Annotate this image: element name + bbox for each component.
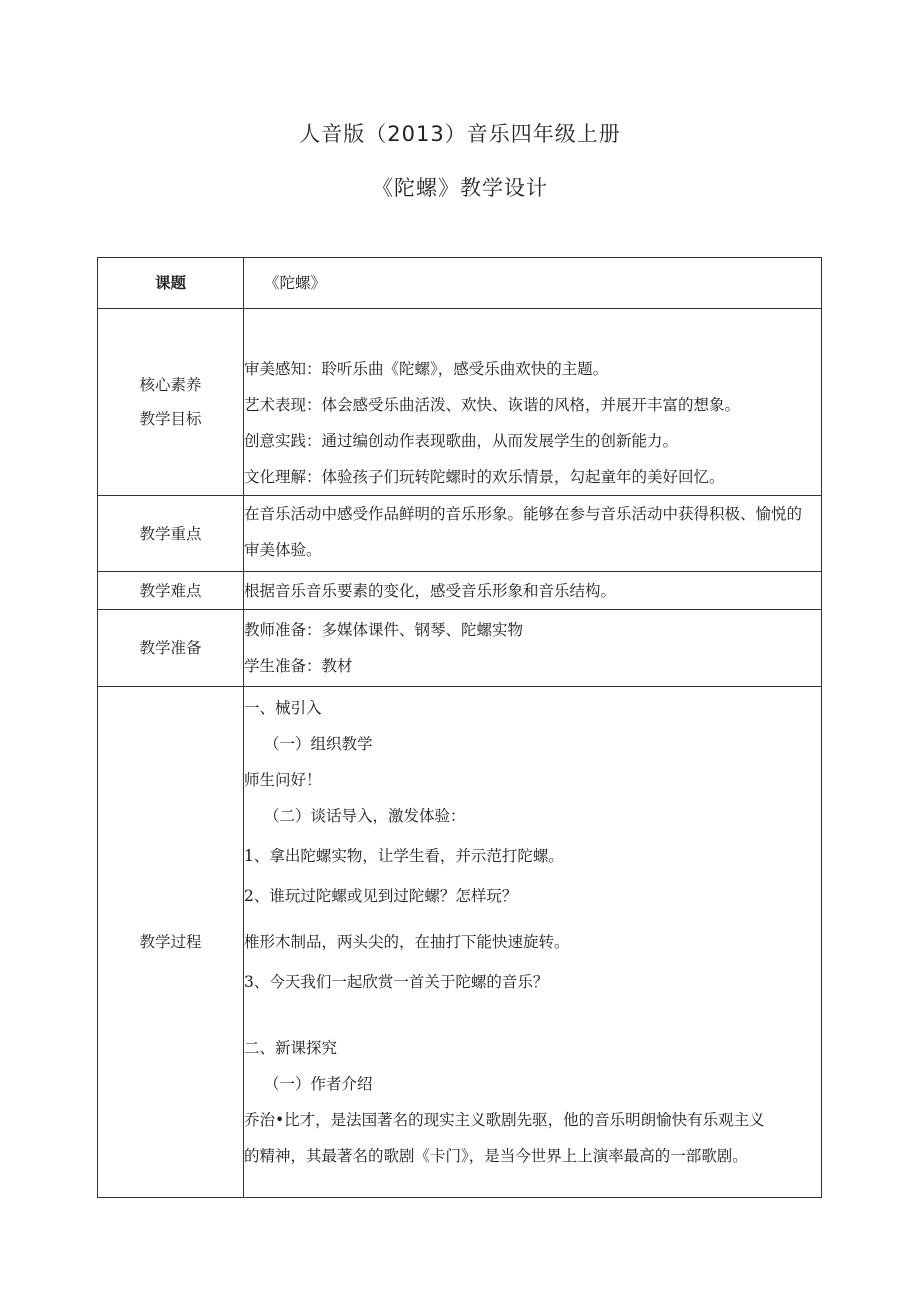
cell-key-points: [244, 496, 822, 572]
author-text-line1: 乔治•比才，是法国著名的现实主义歌剧先驱，他的音乐明朗愉快有乐观主义: [244, 1111, 765, 1129]
goal-item: 文化理解：体验孩子们玩转陀螺时的欢乐情景，勾起童年的美好回忆。: [244, 468, 725, 486]
step-2: 2、谁玩过陀螺或见到过陀螺？怎样玩？: [244, 887, 518, 905]
step-3: 3、今天我们一起欣赏一首关于陀螺的音乐？: [244, 973, 549, 991]
row-difficulties: [98, 572, 822, 610]
document-title: 人音版（2013）音乐四年级上册: [299, 122, 621, 146]
label-preparation: 教学准备: [98, 610, 244, 687]
subsection-conversation: （二）谈话导入，激发体验：: [264, 807, 466, 825]
subsection-organize: （一）组织教学: [264, 735, 373, 753]
section-intro-heading: 一、械引入: [244, 699, 322, 717]
cell-goals: [244, 309, 822, 496]
cell-process: [244, 687, 822, 1198]
key-points-text: 在音乐活动中感受作品鲜明的音乐形象。能够在参与音乐活动中获得积极、愉悦的审美体验。: [244, 505, 803, 559]
label-goals: [98, 309, 244, 496]
row-preparation: [98, 610, 822, 687]
document-subtitle: 《陀螺》教学设计: [372, 176, 548, 200]
cell-difficulties: [244, 572, 822, 610]
cell-preparation: [244, 610, 822, 687]
label-difficulties: 教学难点: [98, 572, 244, 610]
goals-label-line1: 核心素养: [139, 376, 202, 394]
topic-label: 课题: [154, 274, 186, 292]
row-key-points: [98, 496, 822, 572]
teacher-preparation: 教师准备：多媒体课件、钢琴、陀螺实物: [244, 621, 524, 639]
goal-item: 创意实践：通过编创动作表现歌曲，从而发展学生的创新能力。: [244, 432, 679, 450]
row-topic: [98, 258, 822, 309]
row-process: [98, 687, 822, 1198]
step-1: 1、拿出陀螺实物，让学生看，并示范打陀螺。: [244, 847, 564, 865]
difficulties-text: 根据音乐音乐要素的变化，感受音乐形象和音乐结构。: [244, 581, 617, 600]
cell-topic: [244, 258, 822, 309]
label-key-points: 教学重点: [98, 496, 244, 572]
student-preparation: 学生准备：教材: [244, 657, 353, 675]
goal-item: 审美感知：聆听乐曲《陀螺》，感受乐曲欢快的主题。: [244, 360, 609, 378]
subsection-author: （一）作者介绍: [264, 1075, 373, 1093]
label-process: 教学过程: [98, 687, 244, 1198]
greeting-text: 师生问好！: [244, 771, 322, 789]
section-new-lesson-heading: 二、新课探究: [244, 1039, 338, 1057]
label-topic: [98, 258, 244, 309]
author-text-line2: 的精神，其最著名的歌剧《卡门》，是当今世界上上演率最高的一部歌剧。: [244, 1147, 748, 1165]
row-goals: [98, 309, 822, 496]
step-2-answer: 椎形木制品，两头尖的，在抽打下能快速旋转。: [244, 933, 570, 951]
topic-value: 《陀螺》: [264, 274, 327, 292]
goals-label-line2: 教学目标: [139, 410, 202, 428]
goal-item: 艺术表现：体会感受乐曲活泼、欢快、诙谐的风格，并展开丰富的想象。: [244, 396, 741, 414]
lesson-plan-table: [97, 257, 822, 1198]
